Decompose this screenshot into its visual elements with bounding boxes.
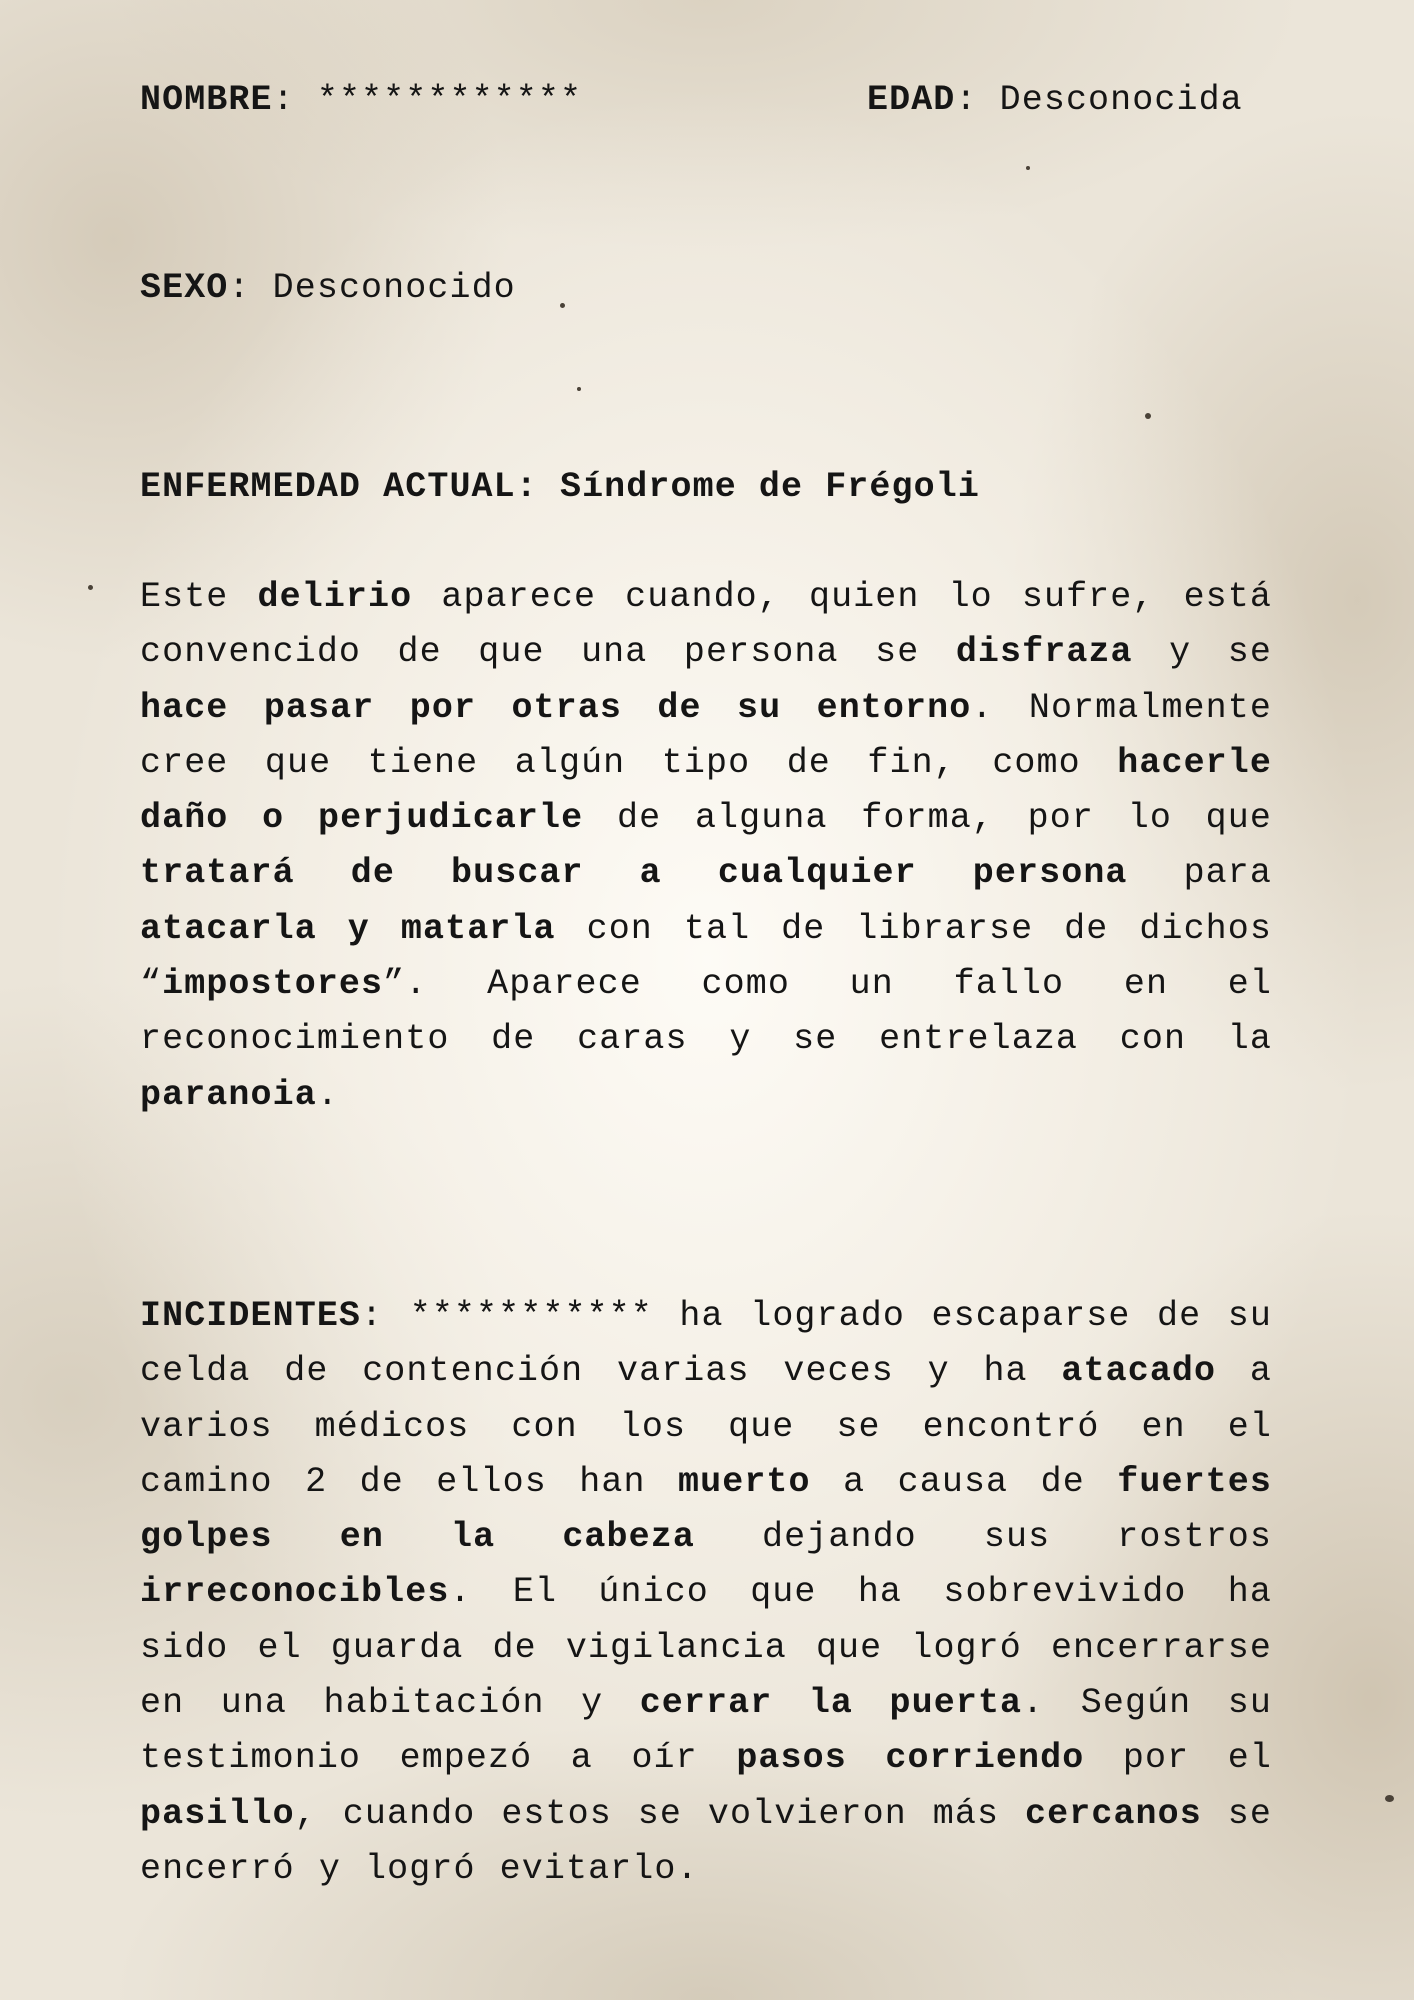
body-text: aparece cuando, quien lo sufre, está convencido de que una persona se: [140, 577, 1272, 673]
emphasis-text: delirio: [257, 577, 413, 617]
body-text: . El único que ha sobrevivido ha sido el guarda de vigilancia que logró encerrarse en una habitación y: [140, 1572, 1272, 1724]
edad-field: EDAD: Desconocida: [867, 80, 1243, 120]
incidentes-paragraph: [140, 1289, 1272, 1897]
patient-header: [140, 78, 1272, 308]
sexo-value: Desconocido: [272, 268, 516, 308]
emphasis-text: hace pasar por otras de su entorno: [140, 687, 972, 728]
nombre-field: NOMBRE: ************: [140, 80, 583, 120]
edad-label: EDAD: [867, 80, 956, 120]
emphasis-text: INCIDENTES: [140, 1296, 362, 1336]
body-text: . Normalmente cree que tiene algún tipo de fin, como: [140, 687, 1272, 783]
body-text: con tal de librarse de dichos “: [140, 908, 1272, 1005]
emphasis-text: fuertes golpes en la cabeza: [140, 1461, 1272, 1558]
emphasis-text: cerrar la puerta: [639, 1683, 1023, 1724]
enfermedad-heading: ENFERMEDAD ACTUAL: Síndrome de Frégoli: [140, 467, 980, 507]
body-text: , cuando estos se volvieron más: [294, 1793, 1026, 1834]
body-text: : *********** ha logrado escaparse de su celda de contención varias veces y ha: [140, 1296, 1272, 1392]
emphasis-text: irreconocibles: [140, 1572, 450, 1613]
body-text: se encerró y logró evitarlo.: [140, 1793, 1272, 1889]
nombre-label: NOMBRE: [140, 80, 273, 120]
body-text: .: [316, 1074, 339, 1115]
body-text: y se: [1132, 632, 1272, 673]
paper-speck: [1145, 413, 1151, 419]
paper-speck: [88, 585, 93, 590]
sexo-field: SEXO: Desconocido: [140, 268, 516, 308]
sexo-label: SEXO: [140, 268, 229, 308]
emphasis-text: impostores: [162, 964, 384, 1005]
body-text: para: [1127, 853, 1272, 894]
enfermedad-description: [140, 570, 1272, 1123]
paper-speck: [560, 303, 565, 308]
emphasis-text: pasillo: [140, 1793, 295, 1834]
emphasis-text: pasos corriendo: [736, 1738, 1085, 1779]
body-text: de alguna forma, por lo que: [583, 798, 1272, 839]
emphasis-text: cercanos: [1025, 1793, 1202, 1834]
emphasis-text: disfraza: [955, 632, 1133, 673]
paper-speck: [1026, 166, 1030, 170]
body-text: Este: [140, 577, 258, 617]
body-text: dejando sus rostros: [694, 1517, 1272, 1558]
body-text: a varios médicos con los que se encontró en el camino 2 de ellos han: [140, 1351, 1272, 1502]
paper-speck: [1385, 1795, 1394, 1802]
emphasis-text: atacarla y matarla: [140, 908, 556, 949]
emphasis-text: tratará de buscar a cualquier persona: [140, 853, 1128, 894]
emphasis-text: paranoia: [140, 1074, 317, 1115]
edad-value: Desconocida: [999, 80, 1243, 120]
emphasis-text: muerto: [678, 1461, 811, 1502]
nombre-value: ************: [316, 80, 583, 120]
body-text: por el: [1084, 1738, 1272, 1779]
paper-speck: [577, 387, 581, 391]
body-text: a causa de: [810, 1461, 1118, 1502]
body-text: . Según su testimonio empezó a oír: [140, 1683, 1272, 1779]
emphasis-text: hacerle daño o perjudicarle: [140, 742, 1272, 839]
body-text: ”. Aparece como un fallo en el reconocimiento de caras y se entrelaza con la: [140, 964, 1272, 1060]
emphasis-text: atacado: [1061, 1351, 1217, 1392]
